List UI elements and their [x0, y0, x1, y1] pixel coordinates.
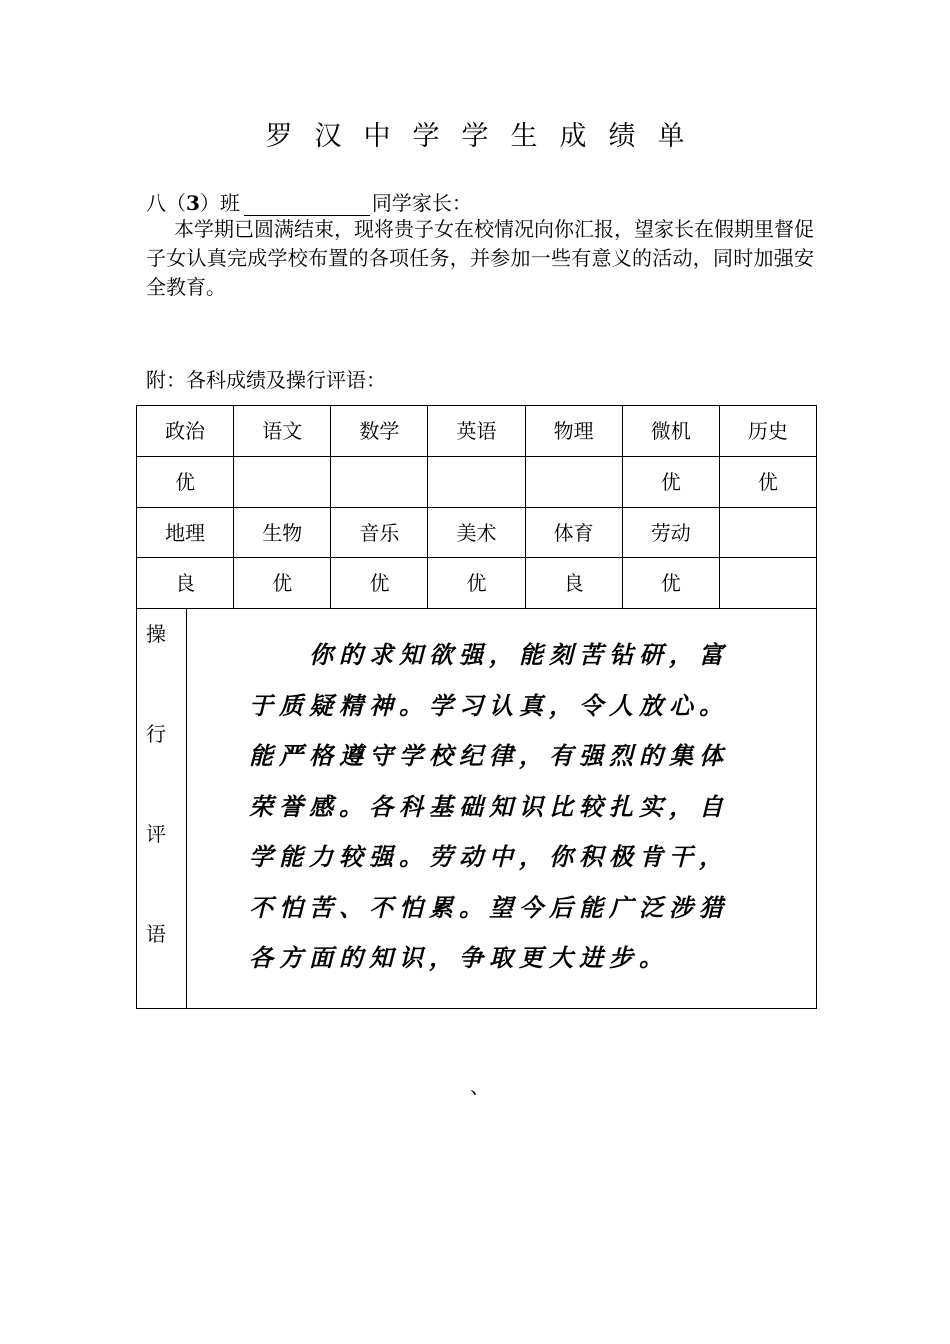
comment-label-char: 操 [146, 622, 166, 646]
grade-cell: 优 [234, 558, 331, 609]
subject-cell: 数学 [331, 406, 428, 457]
conduct-comment-box [136, 608, 817, 1009]
subject-cell: 语文 [234, 406, 331, 457]
grade-cell [331, 456, 428, 507]
subject-cell: 英语 [428, 406, 525, 457]
subject-row [137, 406, 817, 457]
comment-label-char: 评 [146, 822, 166, 846]
grade-cell [234, 456, 331, 507]
grade-cell: 优 [428, 558, 525, 609]
subject-cell: 地理 [137, 507, 234, 558]
comment-label-char: 行 [146, 722, 166, 746]
grade-cell [525, 456, 622, 507]
intro-text: 本学期已圆满结束，现将贵子女在校情况向你汇报，望家长在假期里督促子女认真完成学校布置的各项任务，并参加一些有意义的活动，同时加强安全教育。 [146, 217, 814, 299]
greeting-line [146, 187, 472, 216]
grade-text: 八（ [146, 191, 186, 215]
subject-cell: 体育 [525, 507, 622, 558]
comment-body: 你的求知欲强，能刻苦钻研，富于质疑精神。学习认真，令人放心。能严格遵守学校纪律，有强烈的集体荣誉感。各科基础知识比较扎实，自学能力较强。劳动中，你积极肯干，不怕苦、不怕累。望今后能广泛涉猎各方面的知识，争取更大进步。 [249, 640, 729, 972]
grade-cell [428, 456, 525, 507]
grade-cell: 优 [137, 456, 234, 507]
intro-paragraph [146, 215, 814, 302]
subject-cell: 政治 [137, 406, 234, 457]
grade-cell: 良 [137, 558, 234, 609]
subject-cell: 生物 [234, 507, 331, 558]
subject-cell: 劳动 [622, 507, 719, 558]
subject-cell: 物理 [525, 406, 622, 457]
recipient-text: 同学家长： [371, 191, 472, 215]
student-name-blank [244, 193, 370, 216]
comment-label [137, 608, 187, 1008]
grade-cell: 优 [622, 456, 719, 507]
grade-cell: 良 [525, 558, 622, 609]
subject-cell [719, 507, 816, 558]
subject-row [137, 507, 817, 558]
comment-text [249, 630, 739, 984]
grade-cell: 优 [622, 558, 719, 609]
grade-cell [719, 558, 816, 609]
class-suffix: ）班 [199, 191, 240, 215]
subject-cell: 微机 [622, 406, 719, 457]
grade-row [137, 456, 817, 507]
subject-cell: 美术 [428, 507, 525, 558]
grade-row [137, 558, 817, 609]
grade-cell: 优 [331, 558, 428, 609]
grades-table [136, 405, 817, 609]
footer-mark: 、 [470, 1074, 490, 1098]
attachment-label: 附：各科成绩及操行评语： [146, 368, 386, 392]
comment-label-char: 语 [146, 922, 166, 946]
grade-cell: 优 [719, 456, 816, 507]
subject-cell: 历史 [719, 406, 816, 457]
class-number: 3 [186, 191, 200, 215]
subject-cell: 音乐 [331, 507, 428, 558]
page-title: 罗汉中学学生成绩单 [265, 121, 707, 152]
